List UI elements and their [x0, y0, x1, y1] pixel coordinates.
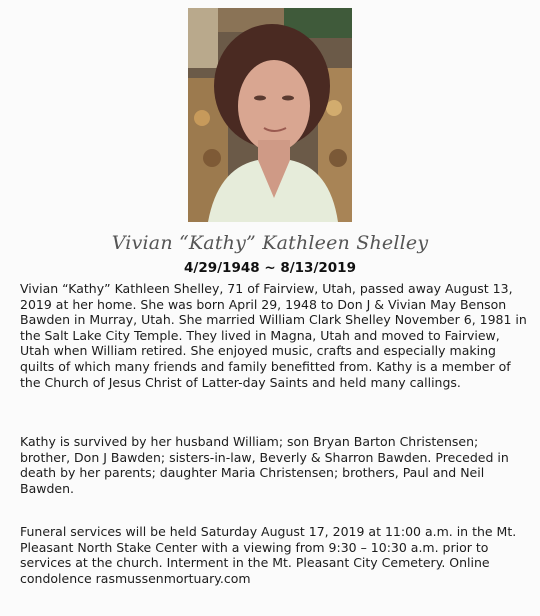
obituary-paragraph-biography: Vivian “Kathy” Kathleen Shelley, 71 of Fairview, Utah, passed away August 13, 2019 at her home. She was born April 29, 1948 to Don J & Vivian May Benson Bawden in Murray, Utah. She married William Clark Shelley November 6, 1981 in the Salt Lake City Temple. They lived in Magna, Utah and moved to Fairview, Utah when William retired. She enjoyed music, crafts and especially making quilts of which many friends and family benefitted from. Kathy is a member of the Church of Jesus Christ of Latter-day Saints and held many callings. — [20, 281, 527, 390]
life-dates: 4/29/1948 ~ 8/13/2019 — [184, 260, 356, 276]
portrait-photo — [188, 8, 352, 222]
obituary-paragraph-services: Funeral services will be held Saturday August 17, 2019 at 11:00 a.m. in the Mt. Pleasant North Stake Center with a viewing from 9:30 – 10:30 a.m. prior to services at the church. Interment in the Mt. Pleasant City Cemetery. Online condolence rasmussenmortuary.com — [20, 524, 517, 586]
obituary-paragraph-survivors: Kathy is survived by her husband William; son Bryan Barton Christensen; brother, Don J Bawden; sisters-in-law, Beverly & Sharron Bawden. Preceded in death by her parents; daughter Maria Christensen; brothers, Paul and Neil Bawden. — [20, 434, 509, 496]
deceased-name: Vivian “Kathy” Kathleen Shelley — [111, 232, 429, 254]
